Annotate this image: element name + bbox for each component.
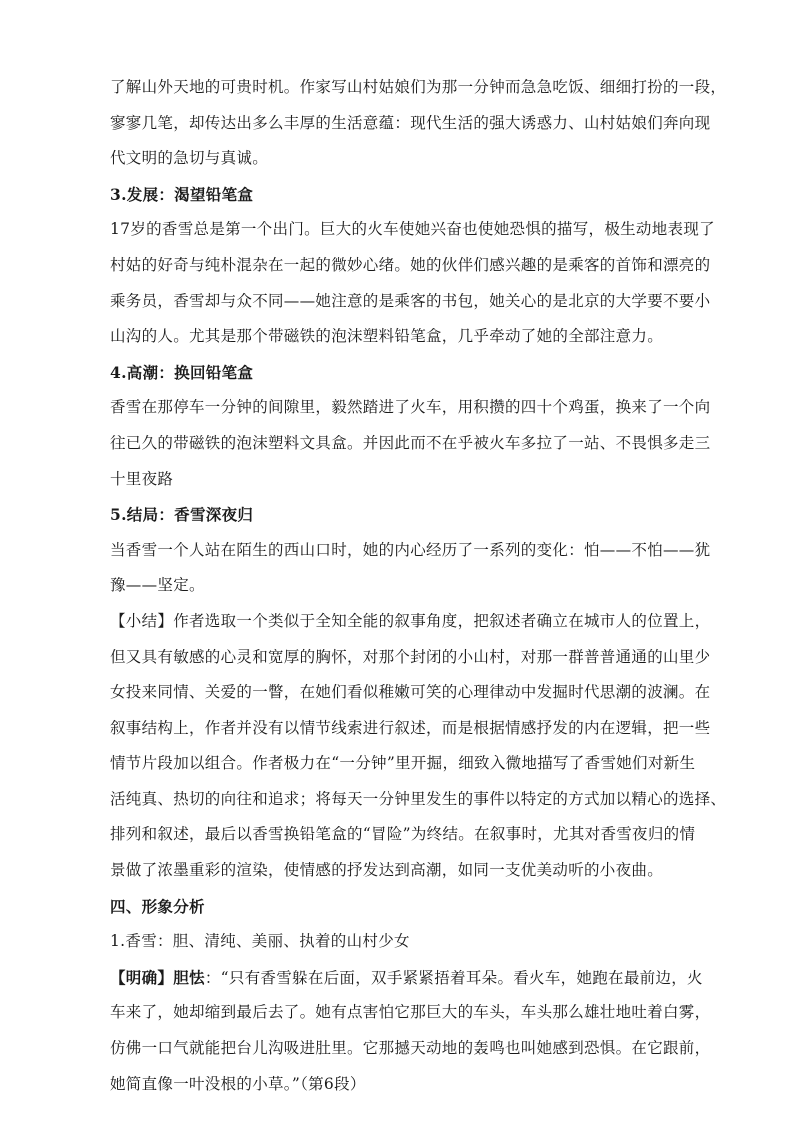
text-line: 活纯真、热切的向往和追求；将每天一分钟里发生的事件以特定的方式加以精心的选择、	[110, 789, 727, 808]
text-line: 但又具有敏感的心灵和宽厚的胸怀，对那个封闭的小山村，对那一群普普通通的山里少	[110, 647, 711, 666]
text-line: 村姑的好奇与纯朴混杂在一起的微妙心绪。她的伙伴们感兴趣的是乘客的首饰和漂亮的	[110, 255, 711, 274]
text-line: 十里夜路	[110, 469, 174, 488]
text-line: 仿佛一口气就能把台儿沟吸进肚里。它那撼天动地的轰鸣也叫她感到恐惧。在它跟前，	[110, 1039, 711, 1058]
text-line: 17岁的香雪总是第一个出门。巨大的火车使她兴奋也使她恐惧的描写，极生动地表现了	[110, 220, 715, 239]
section-heading: 5.结局：香雪深夜归	[110, 505, 254, 525]
section-heading: 4.高潮：换回铅笔盒	[110, 362, 254, 382]
text-line: 豫——坚定。	[110, 576, 205, 595]
text-line: 往已久的带磁铁的泡沫塑料文具盒。并因此而不在乎被火车多拉了一站、不畏惧多走三	[110, 433, 711, 452]
text-line	[110, 960, 742, 996]
text-line: 乘务员，香雪却与众不同——她注意的是乘客的书包，她关心的是北京的大学要不要小	[110, 291, 711, 310]
document-page	[110, 70, 742, 1102]
text-line: 了解山外天地的可贵时机。作家写山村姑娘们为那一分钟而急急吃饭、细细打扮的一段，	[110, 78, 727, 96]
text-line: 代文明的急切与真诚。	[110, 149, 269, 168]
text-line: 【小结】作者选取一个类似于全知全能的叙事角度，把叙述者确立在城市人的位置上，	[110, 611, 711, 630]
text-line: 车来了，她却缩到最后去了。她有点害怕它那巨大的车头，车头那么雄壮地吐着白雾，	[110, 1003, 711, 1022]
text-line: 女投来同情、关爱的一瞥，在她们看似稚嫩可笑的心理律动中发掘时代思潮的波澜。在	[110, 683, 711, 702]
text-line: 1.香雪：胆、清纯、美丽、执着的山村少女	[110, 932, 410, 951]
section-heading: 四、形象分析	[110, 896, 205, 916]
line-rest: ：“只有香雪躲在后面，双手紧紧捂着耳朵。看火车，她跑在最前边，火	[204, 968, 703, 987]
text-line: 情节片段加以组合。作者极力在“一分钟”里开掘，细致入微地描写了香雪她们对新生	[110, 754, 696, 773]
text-line: 当香雪一个人站在陌生的西山口时，她的内心经历了一系列的变化：怕——不怕——犹	[110, 540, 711, 559]
text-line: 景做了浓墨重彩的渲染，使情感的抒发达到高潮，如同一支优美动听的小夜曲。	[110, 861, 664, 880]
text-line: 叙事结构上，作者并没有以情节线索进行叙述，而是根据情感抒发的内在逻辑，把一些	[110, 718, 711, 737]
bold-prefix: 【明确】胆怯	[110, 967, 205, 987]
text-line: 山沟的人。尤其是那个带磁铁的泡沫塑料铅笔盒，几乎牵动了她的全部注意力。	[110, 327, 664, 346]
text-line: 寥寥几笔，却传达出多么丰厚的生活意蕴：现代生活的强大诱惑力、山村姑娘们奔向现	[110, 113, 711, 132]
section-heading: 3.发展：渴望铅笔盒	[110, 184, 254, 204]
text-line: 排列和叙述，最后以香雪换铅笔盒的“冒险”为终结。在叙事时，尤其对香雪夜归的情	[110, 825, 696, 844]
text-line: 她简直像一叶没根的小草。”（第6段）	[110, 1074, 366, 1093]
text-line: 香雪在那停车一分钟的间隙里，毅然踏进了火车，用积攒的四十个鸡蛋，换来了一个向	[110, 398, 711, 417]
